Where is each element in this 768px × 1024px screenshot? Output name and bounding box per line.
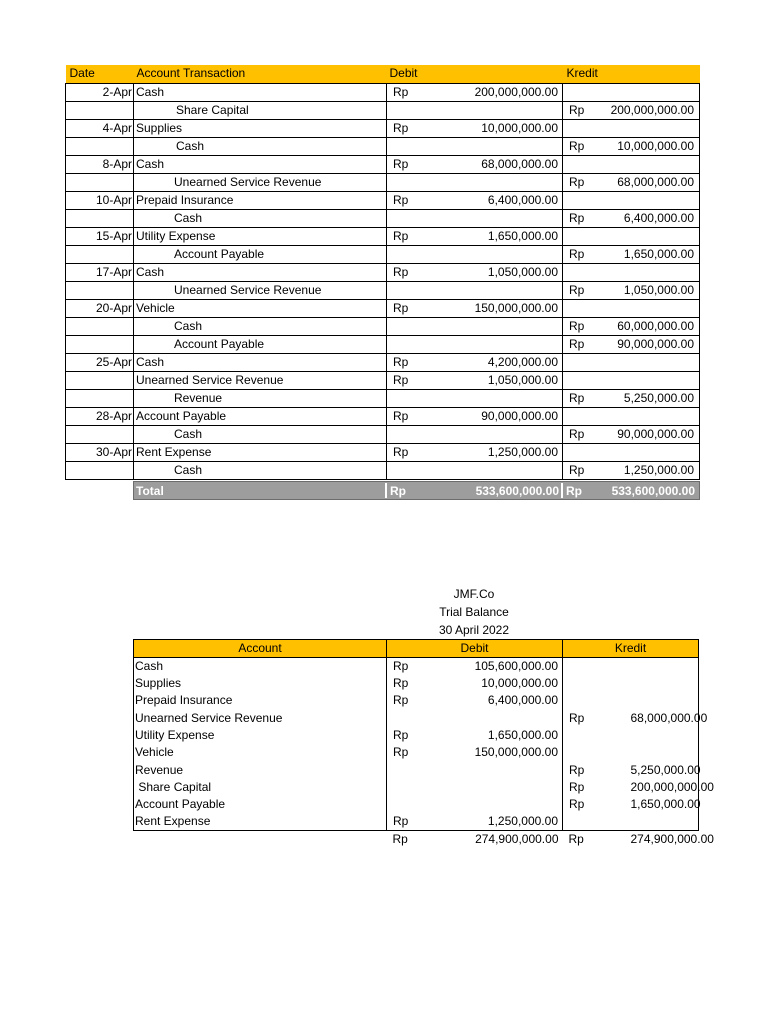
total-debit-rp: Rp [390,484,406,498]
row-kredit-currency [563,299,603,317]
row-debit-value: 1,050,000.00 [427,263,563,281]
row-debit-currency: Rp [387,263,427,281]
trial-balance-row [134,727,699,744]
row-debit-currency [387,389,427,407]
row-kredit-currency [563,353,603,371]
row-date: 10-Apr [66,191,134,209]
report-date: 30 April 2022 [438,623,510,637]
row-account: Supplies [134,119,387,137]
row-debit-value: 68,000,000.00 [427,155,563,173]
tb-kredit-value [631,692,699,709]
tb-account: Supplies [134,675,387,692]
tb-account: Utility Expense [134,727,387,744]
tb-total-debit-currency: Rp [392,832,408,847]
row-account: Revenue [134,389,387,407]
row-kredit-value [603,119,700,137]
trial-balance-header-row [134,640,699,658]
total-label: Total [136,484,164,498]
row-kredit-currency: Rp [563,101,603,119]
tb-debit-currency: Rp [393,693,409,708]
row-kredit-value [603,443,700,461]
trial-balance-row [134,761,699,778]
tb-debit-currency: Rp [387,813,475,831]
row-kredit-value [603,227,700,245]
journal-row [66,227,700,245]
row-date [66,245,134,263]
row-debit-currency [387,101,427,119]
tb-kredit-currency: Rp [569,797,585,812]
journal-row [66,353,700,371]
journal-row [66,425,700,443]
tb-kredit-value [631,727,699,744]
tb-account: Rent Expense [134,813,387,831]
row-kredit-value: 1,650,000.00 [603,245,700,263]
row-kredit-currency: Rp [563,335,603,353]
row-date: 25-Apr [66,353,134,371]
tb-kredit-currency [563,658,631,676]
row-kredit-currency [563,263,603,281]
row-date [66,335,134,353]
journal-table [65,65,700,480]
row-kredit-currency [563,83,603,101]
row-date: 20-Apr [66,299,134,317]
row-date: 17-Apr [66,263,134,281]
row-debit-value [427,101,563,119]
row-debit-value: 1,250,000.00 [427,443,563,461]
row-debit-currency [387,137,427,155]
row-kredit-currency: Rp [563,245,603,263]
row-kredit-currency [563,407,603,425]
row-date: 8-Apr [66,155,134,173]
date-header: Date [66,65,134,83]
row-account: Cash [134,263,387,281]
row-account: Unearned Service Revenue [134,371,387,389]
row-account: Cash [134,83,387,101]
row-date: 30-Apr [66,443,134,461]
tb-debit-currency [387,796,475,813]
row-kredit-value [603,191,700,209]
total-kredit-value: 533,600,000.00 [611,484,695,498]
journal-header-row [66,65,700,83]
journal-total-bar [133,481,700,500]
tb-debit-value [475,796,563,813]
row-kredit-value [603,299,700,317]
row-account: Cash [134,137,387,155]
tb-kredit-value [631,813,699,831]
trial-balance-row [134,675,699,692]
journal-row [66,173,700,191]
tb-debit-value: 10,000,000.00 [475,675,563,692]
row-debit-currency: Rp [387,299,427,317]
tb-debit-currency [387,710,475,727]
row-debit-value: 10,000,000.00 [427,119,563,137]
row-kredit-currency [563,443,603,461]
journal-row [66,461,700,479]
journal-row [66,209,700,227]
row-date [66,281,134,299]
company-name: JMF.Co [453,587,495,601]
tb-total-kredit: 274,900,000.00 [630,832,714,847]
row-account: Prepaid Insurance [134,191,387,209]
row-kredit-currency: Rp [563,173,603,191]
row-kredit-value: 1,250,000.00 [603,461,700,479]
row-kredit-currency [563,371,603,389]
row-date [66,209,134,227]
row-account: Unearned Service Revenue [134,281,387,299]
row-kredit-value: 1,050,000.00 [603,281,700,299]
row-kredit-value: 5,250,000.00 [603,389,700,407]
tb-kredit-value [631,675,699,692]
row-kredit-value [603,407,700,425]
row-account: Cash [134,155,387,173]
row-kredit-value [603,155,700,173]
journal-row [66,245,700,263]
row-kredit-currency: Rp [563,281,603,299]
tb-total-debit: 274,900,000.00 [475,832,559,847]
row-kredit-currency [563,227,603,245]
tb-kredit-currency [563,727,631,744]
journal-row [66,83,700,101]
row-debit-currency [387,245,427,263]
journal-row [66,371,700,389]
kredit-header: Kredit [563,640,699,658]
row-kredit-currency: Rp [563,425,603,443]
row-debit-currency: Rp [387,191,427,209]
row-debit-value [427,209,563,227]
row-date [66,461,134,479]
tb-debit-currency: Rp [393,676,409,691]
total-kredit-rp: Rp [566,484,582,498]
row-account: Rent Expense [134,443,387,461]
tb-kredit-value: 200,000,000.00 [631,779,699,796]
row-kredit-currency: Rp [563,461,603,479]
row-debit-value [427,461,563,479]
tb-debit-value [475,710,563,727]
row-debit-currency: Rp [387,407,427,425]
row-date [66,101,134,119]
row-debit-currency [387,281,427,299]
debit-header: Debit [387,65,427,83]
tb-debit-currency [387,779,475,796]
journal-row [66,299,700,317]
tb-kredit-currency [563,744,631,761]
row-debit-value [427,317,563,335]
tb-kredit-currency: Rp [569,762,585,777]
row-kredit-value: 90,000,000.00 [603,425,700,443]
row-kredit-value: 10,000,000.00 [603,137,700,155]
trial-balance-table [133,639,714,848]
tb-kredit-currency [563,813,631,831]
journal-row [66,263,700,281]
journal-row [66,119,700,137]
row-kredit-value: 60,000,000.00 [603,317,700,335]
tb-kredit-currency: Rp [569,779,585,794]
row-account: Share Capital [134,101,387,119]
row-debit-value [427,137,563,155]
row-debit-currency [387,461,427,479]
row-kredit-currency: Rp [563,209,603,227]
journal-row [66,335,700,353]
account-header: Account Transaction [134,65,387,83]
row-account: Cash [134,353,387,371]
row-debit-value: 4,200,000.00 [427,353,563,371]
row-date [66,425,134,443]
tb-account: Prepaid Insurance [134,692,387,709]
row-date [66,137,134,155]
row-debit-currency [387,173,427,191]
row-account: Utility Expense [134,227,387,245]
row-debit-value [427,335,563,353]
journal-row [66,137,700,155]
row-kredit-value: 90,000,000.00 [603,335,700,353]
row-account: Cash [134,425,387,443]
row-kredit-value [603,371,700,389]
tb-debit-value: 1,650,000.00 [475,727,563,744]
row-kredit-currency: Rp [563,137,603,155]
tb-kredit-value [631,658,699,676]
row-debit-value: 150,000,000.00 [427,299,563,317]
row-date: 2-Apr [66,83,134,101]
row-date: 28-Apr [66,407,134,425]
row-kredit-currency [563,191,603,209]
trial-balance-total-row [134,831,699,849]
tb-debit-currency: Rp [393,728,409,743]
tb-debit-currency: Rp [393,659,409,673]
row-kredit-value [603,83,700,101]
row-kredit-value [603,353,700,371]
debit-header: Debit [387,640,563,658]
tb-account: Account Payable [134,796,387,813]
row-account: Cash [134,209,387,227]
row-debit-value: 1,650,000.00 [427,227,563,245]
total-debit-value: 533,600,000.00 [475,484,559,498]
row-kredit-value: 6,400,000.00 [603,209,700,227]
journal-row [66,155,700,173]
row-debit-value [427,173,563,191]
row-kredit-currency: Rp [563,317,603,335]
row-debit-currency [387,209,427,227]
row-account: Account Payable [134,407,387,425]
row-date [66,371,134,389]
row-debit-value: 1,050,000.00 [427,371,563,389]
tb-debit-currency [387,761,475,778]
row-debit-currency: Rp [387,443,427,461]
tb-debit-value: 6,400,000.00 [475,692,563,709]
tb-debit-value: 105,600,000.00 [475,658,563,676]
row-kredit-value [603,263,700,281]
row-debit-currency [387,317,427,335]
journal-row [66,317,700,335]
trial-balance-row [134,710,699,727]
tb-account: Share Capital [134,779,387,796]
row-debit-currency: Rp [387,155,427,173]
row-debit-value [427,281,563,299]
journal-row [66,407,700,425]
row-debit-currency: Rp [387,83,427,101]
journal-row [66,281,700,299]
row-date: 15-Apr [66,227,134,245]
row-date: 4-Apr [66,119,134,137]
trial-balance-row [134,796,699,813]
tb-kredit-value: 68,000,000.00 [631,710,699,727]
account-header: Account [134,640,387,658]
row-debit-currency [387,425,427,443]
tb-account: Vehicle [134,744,387,761]
tb-kredit-value [631,744,699,761]
tb-debit-currency: Rp [393,745,409,760]
row-kredit-value: 200,000,000.00 [603,101,700,119]
tb-debit-value: 150,000,000.00 [475,744,563,761]
journal-row [66,101,700,119]
row-debit-currency: Rp [387,119,427,137]
row-kredit-currency [563,155,603,173]
row-kredit-currency: Rp [563,389,603,407]
journal-row [66,389,700,407]
tb-account: Revenue [134,761,387,778]
row-debit-value [427,245,563,263]
tb-kredit-value: 5,250,000.00 [631,761,699,778]
tb-total-kredit-currency: Rp [568,832,584,847]
tb-kredit-currency [563,692,631,709]
row-account: Cash [134,461,387,479]
row-debit-currency: Rp [387,353,427,371]
row-date [66,173,134,191]
tb-account: Cash [134,658,387,676]
row-account: Vehicle [134,299,387,317]
row-debit-value [427,425,563,443]
trial-balance-row [134,779,699,796]
journal-row [66,191,700,209]
kredit-header: Kredit [563,65,603,83]
row-account: Unearned Service Revenue [134,173,387,191]
row-debit-currency: Rp [387,227,427,245]
trial-balance-row [134,813,699,831]
row-kredit-currency [563,119,603,137]
row-debit-value: 6,400,000.00 [427,191,563,209]
trial-balance-row [134,744,699,761]
tb-kredit-value: 1,650,000.00 [631,796,699,813]
row-debit-currency [387,335,427,353]
row-debit-currency: Rp [387,371,427,389]
journal-row [66,443,700,461]
tb-debit-value [475,779,563,796]
row-date [66,317,134,335]
row-account: Account Payable [134,245,387,263]
row-date [66,389,134,407]
row-account: Account Payable [134,335,387,353]
row-kredit-value: 68,000,000.00 [603,173,700,191]
row-debit-value: 90,000,000.00 [427,407,563,425]
tb-account: Unearned Service Revenue [134,710,387,727]
report-title: Trial Balance [439,605,509,619]
row-debit-value [427,389,563,407]
row-account: Cash [134,317,387,335]
row-debit-value: 200,000,000.00 [427,83,563,101]
tb-debit-value [475,761,563,778]
tb-kredit-currency [563,675,631,692]
trial-balance-row [134,658,699,676]
tb-kredit-currency: Rp [569,710,585,725]
tb-debit-value: 1,250,000.00 [475,813,563,831]
trial-balance-row [134,692,699,709]
